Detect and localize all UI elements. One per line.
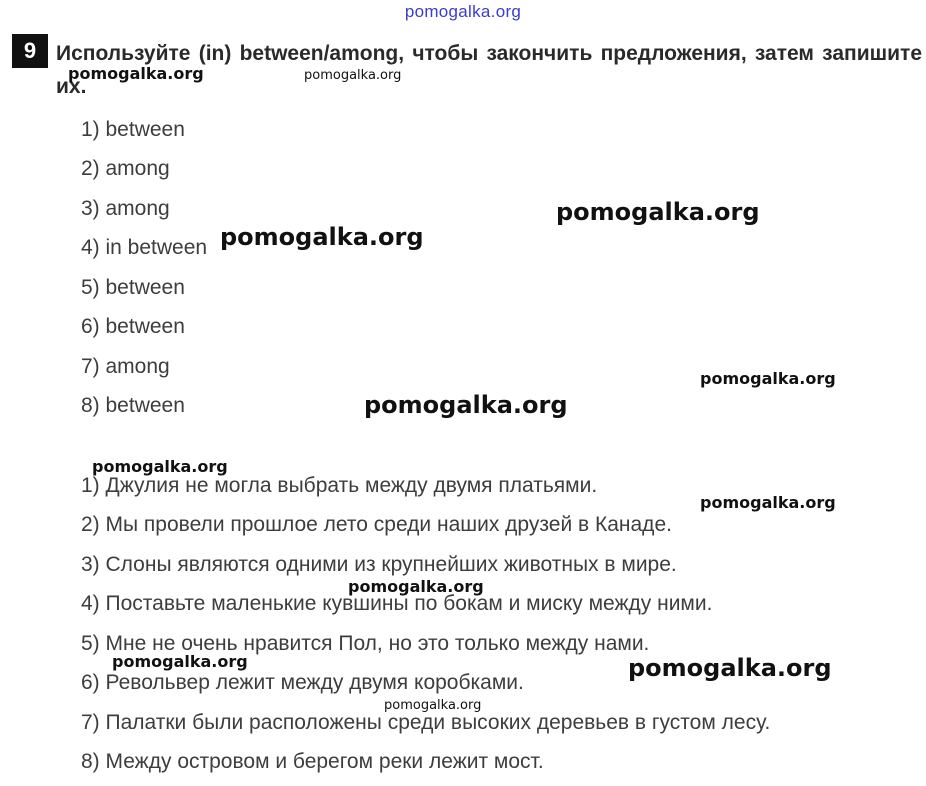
watermark: pomogalka.org bbox=[700, 369, 836, 388]
watermark: pomogalka.org bbox=[364, 391, 568, 419]
translation-item-3: 3) Слоны являются одними из крупнейших животных в мире. bbox=[81, 553, 677, 576]
answer-item-6: 6) between bbox=[81, 315, 185, 338]
watermark: pomogalka.org bbox=[92, 457, 228, 476]
answer-item-1: 1) between bbox=[81, 118, 185, 141]
watermark: pomogalka.org bbox=[112, 652, 248, 671]
translation-item-2: 2) Мы провели прошлое лето среди наших друзей в Канаде. bbox=[81, 513, 672, 536]
watermark: pomogalka.org bbox=[220, 223, 424, 251]
answer-item-2: 2) among bbox=[81, 157, 170, 180]
answer-item-8: 8) between bbox=[81, 394, 185, 417]
task-number-badge: 9 bbox=[12, 34, 48, 68]
task-title: Используйте (in) between/among, чтобы закончить предложения, затем запишите их. bbox=[56, 42, 922, 98]
translation-item-5: 5) Мне не очень нравится Пол, но это только между нами. bbox=[81, 632, 650, 655]
site-header-link[interactable]: pomogalka.org bbox=[404, 2, 522, 21]
watermark: pomogalka.org bbox=[556, 198, 760, 226]
watermark: pomogalka.org bbox=[700, 493, 836, 512]
answer-item-7: 7) among bbox=[81, 355, 170, 378]
translation-item-7: 7) Палатки были расположены среди высоких деревьев в густом лесу. bbox=[81, 711, 771, 734]
translation-item-4: 4) Поставьте маленькие кувшины по бокам и миску между ними. bbox=[81, 592, 713, 615]
watermark: pomogalka.org bbox=[628, 654, 832, 682]
answer-item-3: 3) among bbox=[81, 197, 170, 220]
watermark: pomogalka.org bbox=[68, 64, 204, 83]
watermark: pomogalka.org bbox=[304, 68, 402, 83]
answer-item-5: 5) between bbox=[81, 276, 185, 299]
translation-item-1: 1) Джулия не могла выбрать между двумя платьями. bbox=[81, 474, 598, 497]
watermark: pomogalka.org bbox=[384, 698, 482, 713]
translation-item-8: 8) Между островом и берегом реки лежит мост. bbox=[81, 750, 544, 773]
watermark: pomogalka.org bbox=[348, 577, 484, 596]
translation-item-6: 6) Револьвер лежит между двумя коробками. bbox=[81, 671, 524, 694]
answer-item-4: 4) in between bbox=[81, 236, 208, 259]
